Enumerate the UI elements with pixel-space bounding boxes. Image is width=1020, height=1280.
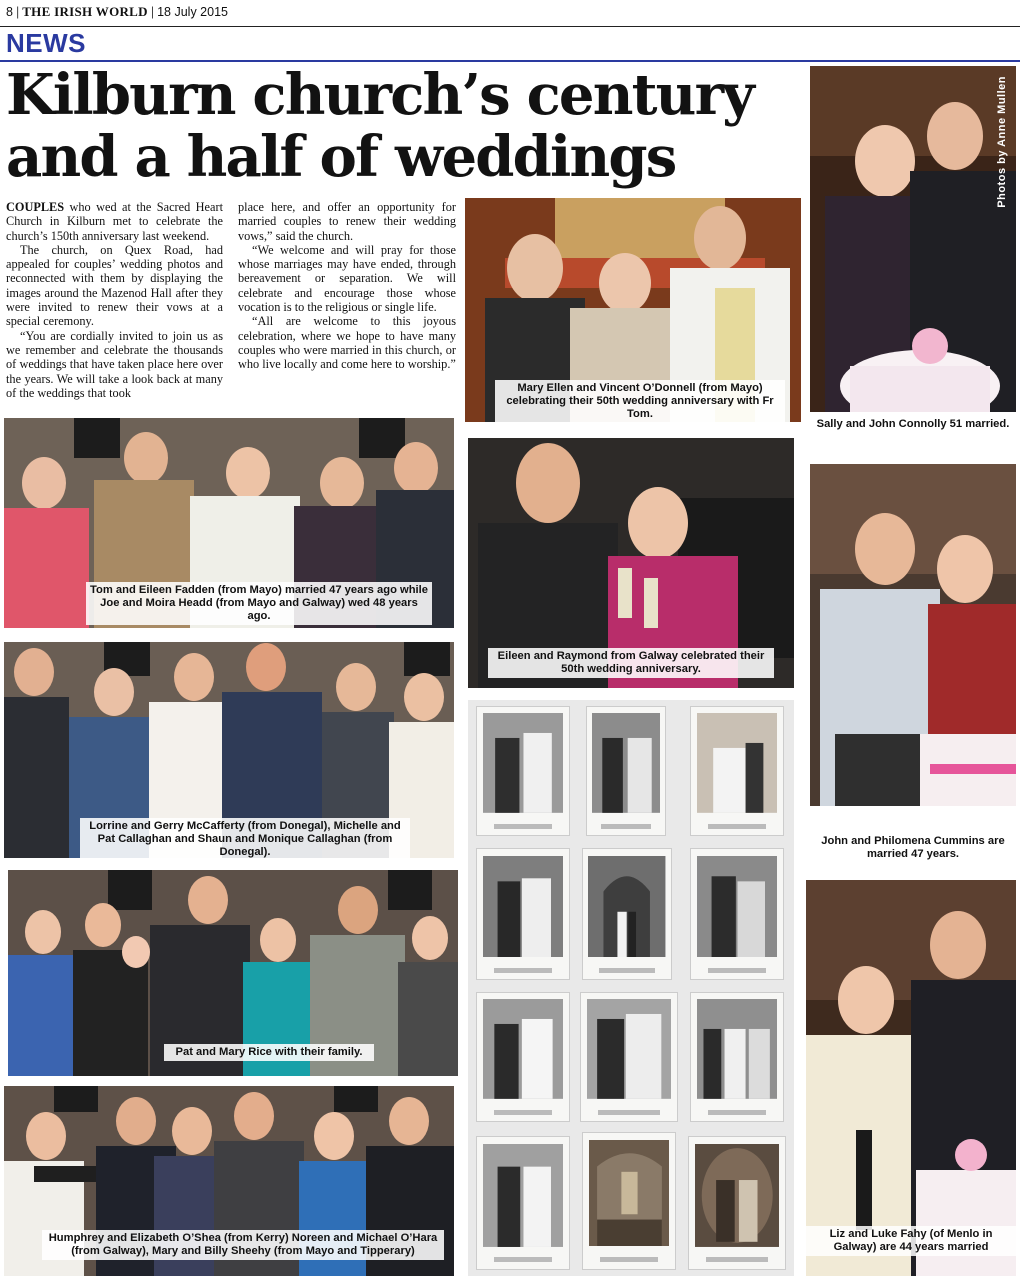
photo-fahy <box>806 880 1016 1276</box>
article-col2-p3: “All are welcome to this joyous celebration, where we hope to have many couples who were married in this church, or who live locally and come here to worship.” <box>238 314 456 372</box>
section-label: NEWS <box>6 28 86 58</box>
publication-name: THE IRISH WORLD <box>22 4 148 19</box>
article-col2-p1: place here, and offer an opportunity for married couples to renew their wedding vows,” said the church. <box>238 200 456 243</box>
article-column-1 <box>6 200 223 400</box>
folio: 8 | THE IRISH WORLD | 18 July 2015 <box>6 4 228 19</box>
article-col1-p3: “You are cordially invited to join us as we remember and celebrate the thousands of weddings that have taken place here over the years. We will take a look back at many of the weddings that took <box>6 328 223 400</box>
photo-oshea <box>4 1086 454 1276</box>
archive-photo <box>582 848 672 980</box>
photo-rice <box>8 870 458 1076</box>
photo-connolly <box>810 66 1016 412</box>
article-col1-p1: who wed at the Sacred Heart Church in Kilburn met to celebrate the church’s 150th anniversary last weekend. <box>6 200 223 243</box>
caption-fahy: Liz and Luke Fahy (of Menlo in Galway) are 44 years married <box>806 1226 1016 1256</box>
photo-mccafferty <box>4 642 454 858</box>
photo-credit: Photos by Anne Mullen <box>996 76 1008 208</box>
archive-photo <box>690 706 784 836</box>
archive-photo <box>690 992 784 1122</box>
wedding-photo-collage <box>468 700 794 1276</box>
photo-eileen-raymond <box>468 438 794 688</box>
archive-photo <box>476 992 570 1122</box>
photo-odonnell <box>465 198 801 422</box>
header-rule <box>0 26 1020 27</box>
article-col2-p2: “We welcome and will pray for those whose marriages may have ended, through bereavement or separation. We will celebrate and encourage those whose vocation is to the religious or single life. <box>238 242 456 315</box>
caption-fadden: Tom and Eileen Fadden (from Mayo) married 47 years ago while Joe and Moira Headd (from Mayo and Galway) wed 48 years ago. <box>86 582 432 625</box>
issue-date: 18 July 2015 <box>157 5 228 19</box>
article-column-2 <box>238 200 456 372</box>
archive-photo <box>690 848 784 980</box>
archive-photo <box>580 992 678 1122</box>
archive-photo <box>586 706 666 836</box>
caption-rice: Pat and Mary Rice with their family. <box>164 1044 374 1061</box>
archive-photo <box>476 706 570 836</box>
article-col1-p2: The church, on Quex Road, had appealed for couples’ wedding photos and reconnected with them by displaying the images around the Mazenod Hall after they were invited to renew their vows at a special ceremony. <box>6 242 223 329</box>
caption-odonnell: Mary Ellen and Vincent O’Donnell (from Mayo) celebrating their 50th wedding anniversary with Fr Tom. <box>495 380 785 422</box>
archive-photo <box>688 1136 786 1270</box>
photo-fadden <box>4 418 454 628</box>
page-number: 8 <box>6 5 13 19</box>
caption-mccafferty: Lorrine and Gerry McCafferty (from Donegal), Michelle and Pat Callaghan and Shaun and Monique Callaghan (from Donegal). <box>80 818 410 858</box>
photo-cummins <box>810 464 1016 806</box>
archive-photo <box>582 1132 676 1270</box>
caption-eileen-raymond: Eileen and Raymond from Galway celebrated their 50th wedding anniversary. <box>488 648 774 678</box>
headline: Kilburn church’s century and a half of weddings <box>6 62 754 190</box>
archive-photo <box>476 848 570 980</box>
caption-connolly: Sally and John Connolly 51 married. <box>816 418 1010 430</box>
article-lead-word: COUPLES <box>6 200 65 214</box>
caption-cummins: John and Philomena Cummins are married 47 years. <box>821 835 1005 860</box>
archive-photo <box>476 1136 570 1270</box>
caption-oshea: Humphrey and Elizabeth O’Shea (from Kerry) Noreen and Michael O’Hara (from Galway), Mary and Billy Sheehy (from Mayo and Tipperary) <box>42 1230 444 1260</box>
